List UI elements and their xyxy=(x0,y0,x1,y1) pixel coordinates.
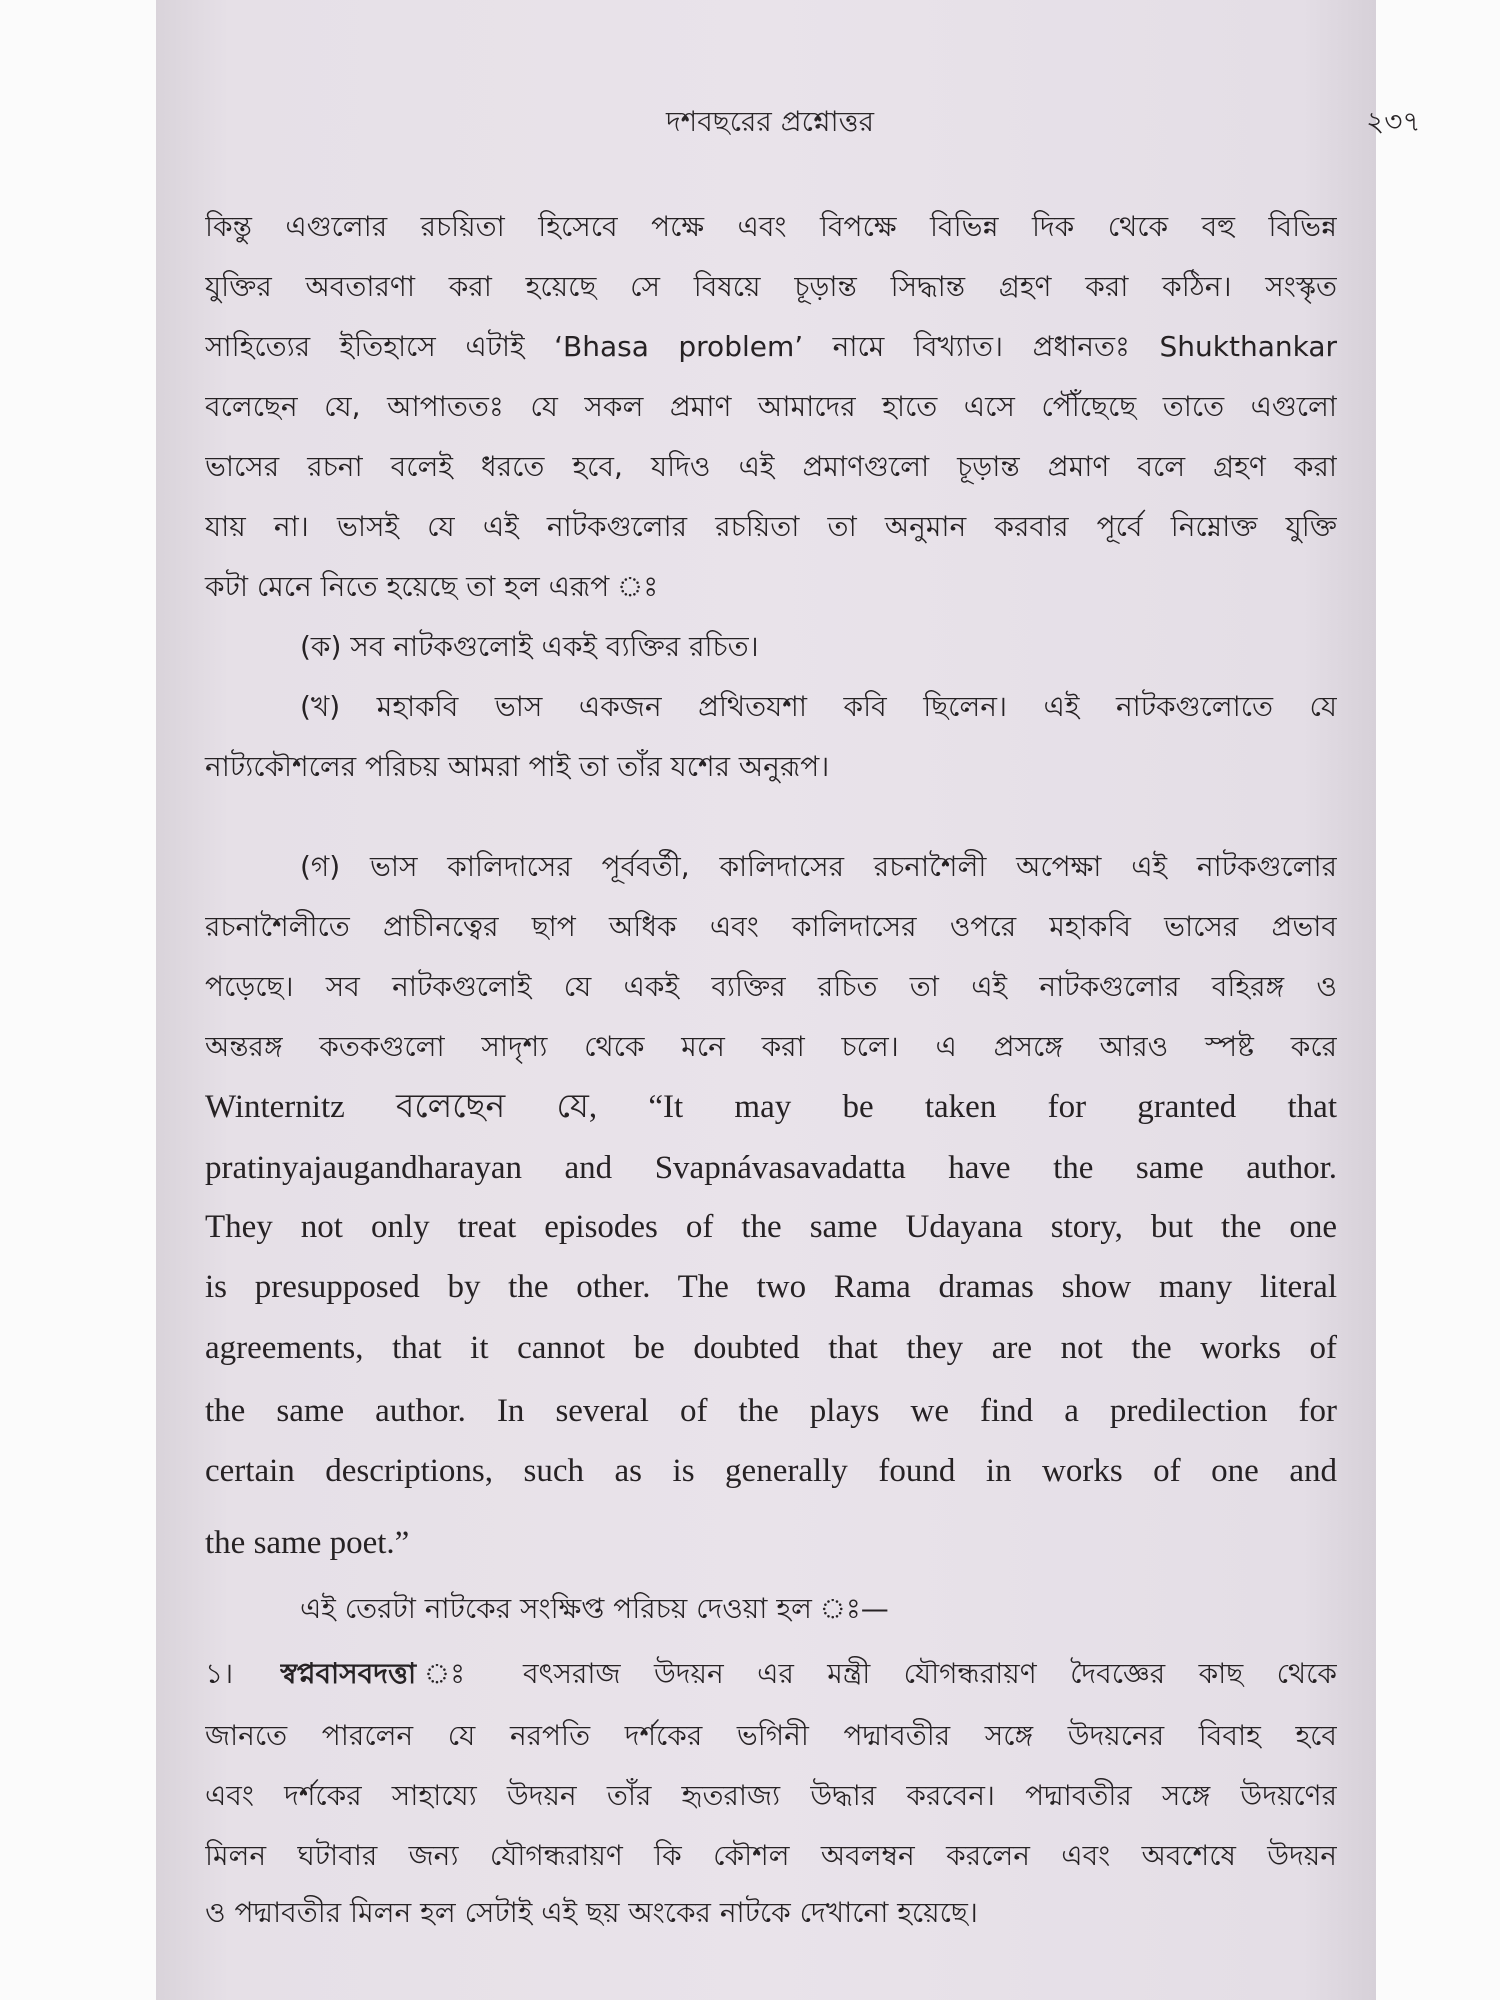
text-line: কটা মেনে নিতে হয়েছে তা হল এরূপ ঃ xyxy=(205,570,659,603)
text-line: ভাসের রচনা বলেই ধরতে হবে, যদিও এই প্রমাণগুলো চূড়ান্ত প্রমাণ বলে গ্রহণ করা xyxy=(205,450,1337,483)
text-line: পড়েছে। সব নাটকগুলোই যে একই ব্যক্তির রচিত তা এই নাটকগুলোর বহিরঙ্গ ও xyxy=(205,970,1337,1003)
text-line: the same author. In several of the plays we find a predilection for xyxy=(205,1393,1337,1429)
text-line: pratinyajaugandharayan and Svapnávasavadatta have the same author. xyxy=(205,1150,1337,1186)
text-line: মিলন ঘটাবার জন্য যৌগন্ধরায়ণ কি কৌশল অবলম্বন করলেন এবং অবশেষে উদয়ন xyxy=(205,1839,1337,1872)
text-line: জানতে পারলেন যে নরপতি দর্শকের ভগিনী পদ্মাবতীর সঙ্গে উদয়নের বিবাহ হবে xyxy=(205,1719,1337,1752)
text-line: (গ) ভাস কালিদাসের পূর্ববর্তী, কালিদাসের রচনাশৈলী অপেক্ষা এই নাটকগুলোর xyxy=(300,850,1337,883)
play-title: স্বপ্নবাসবদত্তা xyxy=(280,1657,417,1690)
text-line: রচনাশৈলীতে প্রাচীনত্বের ছাপ অধিক এবং কালিদাসের ওপরে মহাকবি ভাসের প্রভাব xyxy=(205,910,1337,943)
text-line: the same poet.” xyxy=(205,1525,410,1561)
text-line: (খ) মহাকবি ভাস একজন প্রথিতযশা কবি ছিলেন। এই নাটকগুলোতে যে xyxy=(300,690,1337,723)
page-number: ২৩৭ xyxy=(1366,105,1421,138)
text-line: agreements, that it cannot be doubted that they are not the works of xyxy=(205,1330,1337,1366)
text-line: স্বপ্নবাসবদত্তা ঃ বৎসরাজ উদয়ন এর মন্ত্রী যৌগন্ধরায়ণ দৈবজ্ঞের কাছ থেকে xyxy=(280,1657,1337,1690)
text-line: Winternitz বলেছেন যে, “It may be taken for granted that xyxy=(205,1089,1337,1125)
text-line: যুক্তির অবতারণা করা হয়েছে সে বিষয়ে চূড়ান্ত সিদ্ধান্ত গ্রহণ করা কঠিন। সংস্কৃত xyxy=(205,270,1337,303)
text-line: They not only treat episodes of the same Udayana story, but the one xyxy=(205,1209,1337,1245)
text-line: এবং দর্শকের সাহায্যে উদয়ন তাঁর হৃতরাজ্য উদ্ধার করবেন। পদ্মাবতীর সঙ্গে উদয়ণের xyxy=(205,1779,1337,1812)
text-line: certain descriptions, such as is generally found in works of one and xyxy=(205,1453,1337,1489)
text-line: এই তেরটা নাটকের সংক্ষিপ্ত পরিচয় দেওয়া হল ঃ— xyxy=(300,1592,889,1625)
text-line: বলেছেন যে, আপাততঃ যে সকল প্রমাণ আমাদের হাতে এসে পৌঁছেছে তাতে এগুলো xyxy=(205,390,1337,423)
text-line: is presupposed by the other. The two Rama dramas show many literal xyxy=(205,1269,1337,1305)
text-line: সাহিত্যের ইতিহাসে এটাই ‘Bhasa problem’ নামে বিখ্যাত। প্রধানতঃ Shukthankar xyxy=(205,330,1337,363)
running-header-title: দশবছরের প্রশ্নোত্তর xyxy=(665,105,875,138)
text-line: অন্তরঙ্গ কতকগুলো সাদৃশ্য থেকে মনে করা চলে। এ প্রসঙ্গে আরও স্পষ্ট করে xyxy=(205,1030,1337,1063)
text-line: ও পদ্মাবতীর মিলন হল সেটাই এই ছয় অংকের নাটকে দেখানো হয়েছে। xyxy=(205,1896,978,1929)
text-line: নাট্যকৌশলের পরিচয় আমরা পাই তা তাঁর যশের অনুরূপ। xyxy=(205,750,830,783)
text-line: (ক) সব নাটকগুলোই একই ব্যক্তির রচিত। xyxy=(300,630,759,663)
text-line: কিন্তু এগুলোর রচয়িতা হিসেবে পক্ষে এবং বিপক্ষে বিভিন্ন দিক থেকে বহু বিভিন্ন xyxy=(205,210,1337,243)
item-number: ১। xyxy=(205,1657,234,1690)
text-line: যায় না। ভাসই যে এই নাটকগুলোর রচয়িতা তা অনুমান করবার পূর্বে নিম্নোক্ত যুক্তি xyxy=(205,510,1337,543)
